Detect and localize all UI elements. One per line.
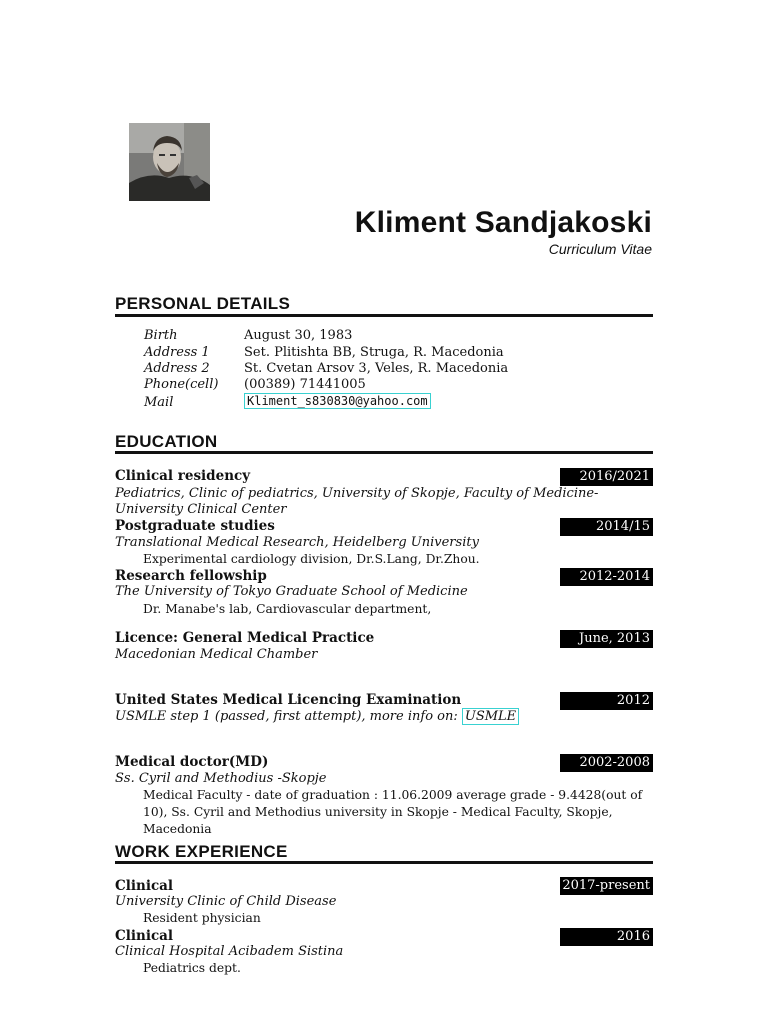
education-entry-date: 2016/2021: [560, 468, 653, 486]
education-entry-title: Clinical residency: [115, 468, 251, 484]
education-entry-title: Licence: General Medical Practice: [115, 630, 375, 646]
section-rule: [115, 314, 653, 317]
detail-label-mail: Mail: [144, 395, 174, 410]
education-entry-institution: Ss. Cyril and Methodius -Skopje: [115, 771, 327, 786]
section-title-work: WORK EXPERIENCE: [115, 842, 288, 861]
education-entry-date: 2012-2014: [560, 568, 653, 586]
education-entry-title: Medical doctor(MD): [115, 754, 269, 770]
detail-label-address1: Address 1: [144, 345, 210, 360]
work-entry-date: 2017-present: [560, 877, 653, 895]
detail-value-birth: August 30, 1983: [244, 328, 353, 343]
section-rule: [115, 451, 653, 454]
detail-value-address1: Set. Plitishta BB, Struga, R. Macedonia: [244, 345, 504, 360]
detail-value-phone: (00389) 71441005: [244, 377, 366, 392]
education-entry-title: Postgraduate studies: [115, 518, 275, 534]
document-subtitle: Curriculum Vitae: [548, 241, 652, 257]
education-entry-institution: Translational Medical Research, Heidelberg University: [115, 535, 479, 550]
email-link[interactable]: Kliment_s830830@yahoo.com: [244, 393, 431, 409]
education-entry-institution: Macedonian Medical Chamber: [115, 647, 318, 662]
education-entry-institution: USMLE step 1 (passed, first attempt), more info on:: [115, 709, 458, 724]
profile-photo: [129, 123, 210, 201]
person-name: Kliment Sandjakoski: [354, 206, 652, 239]
work-entry-date: 2016: [560, 928, 653, 946]
detail-label-birth: Birth: [144, 328, 178, 343]
education-entry-date: 2002-2008: [560, 754, 653, 772]
section-title-education: EDUCATION: [115, 432, 218, 451]
work-entry-description: Resident physician: [143, 911, 261, 925]
work-entry-title: Clinical: [115, 878, 174, 894]
education-entry-date: 2012: [560, 692, 653, 710]
education-entry-description: Experimental cardiology division, Dr.S.Lang, Dr.Zhou.: [143, 552, 480, 566]
education-entry-description: Medical Faculty - date of graduation : 11.06.2009 average grade - 9.4428(out of 10), Ss. Cyril and Methodius university in Skopje - Medical Faculty, Skopje, Macedonia: [143, 788, 643, 836]
section-title-personal: PERSONAL DETAILS: [115, 294, 291, 313]
usmle-link[interactable]: USMLE: [462, 708, 519, 725]
education-entry-description: Dr. Manabe's lab, Cardiovascular department,: [143, 602, 432, 616]
education-entry-title: Research fellowship: [115, 568, 267, 584]
detail-label-address2: Address 2: [144, 361, 210, 376]
detail-value-address2: St. Cvetan Arsov 3, Veles, R. Macedonia: [244, 361, 509, 376]
work-entry-employer: Clinical Hospital Acibadem Sistina: [115, 944, 344, 959]
portrait-image: [129, 123, 210, 201]
email-link-wrapper: [244, 394, 431, 409]
section-rule: [115, 861, 653, 864]
detail-label-phone: Phone(cell): [144, 377, 219, 392]
education-entry-title: United States Medical Licencing Examination: [115, 692, 462, 708]
education-entry-date: 2014/15: [560, 518, 653, 536]
education-entry-institution: Pediatrics, Clinic of pediatrics, University of Skopje, Faculty of Medicine-University Clinical Center: [115, 486, 599, 517]
education-entry-institution-line: [115, 709, 655, 725]
education-entry-date: June, 2013: [560, 630, 653, 648]
work-entry-title: Clinical: [115, 928, 174, 944]
work-entry-description: Pediatrics dept.: [143, 961, 241, 975]
education-entry-institution: The University of Tokyo Graduate School of Medicine: [115, 584, 468, 599]
work-entry-employer: University Clinic of Child Disease: [115, 894, 337, 909]
